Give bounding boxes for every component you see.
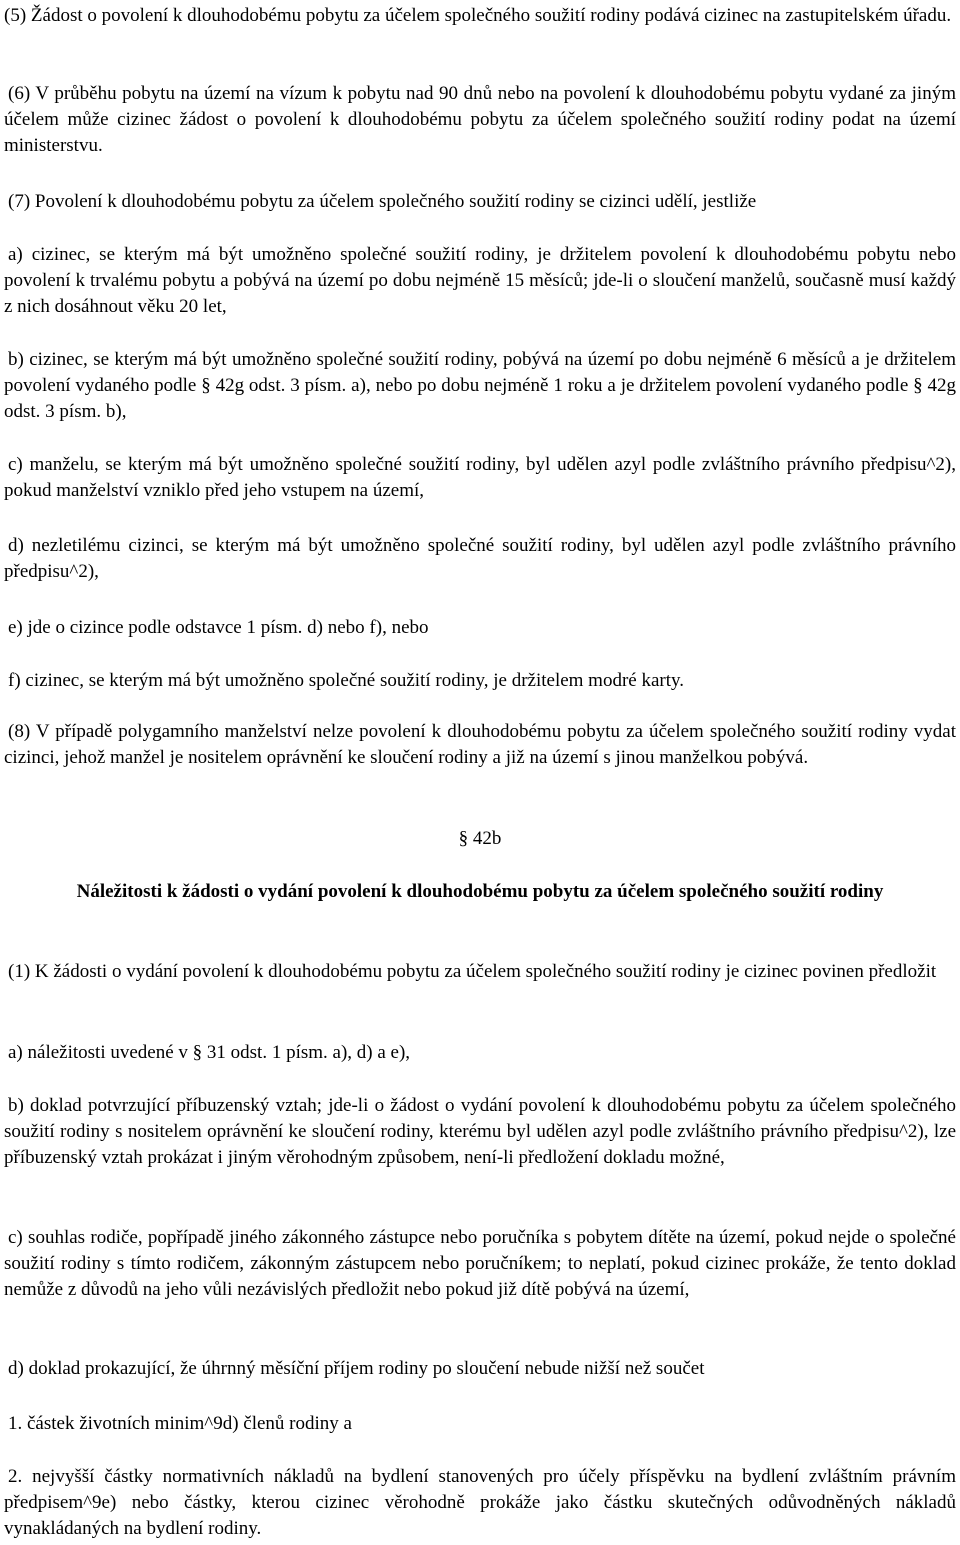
section-number: § 42b [458, 828, 502, 849]
paragraph-7-item-d: d) nezletilému cizinci, se kterým má být umožněno společné soužití rodiny, byl udělen azyl podle zvláštního právního předpisu^2), [4, 535, 956, 582]
paragraph-8: (8) V případě polygamního manželství nelze povolení k dlouhodobému pobytu za účelem společného soužití rodiny vydat cizinci, jehož manžel je nositelem oprávnění ke sloučení rodiny a již na území s jinou manželkou pobývá. [4, 721, 956, 768]
section-paragraph-1: (1) K žádosti o vydání povolení k dlouhodobému pobytu za účelem společného soužití rodiny je cizinec povinen předložit [8, 961, 937, 982]
paragraph-7-item-f: f) cizinec, se kterým má být umožněno společné soužití rodiny, je držitelem modré karty. [8, 670, 685, 691]
paragraph-5: (5) Žádost o povolení k dlouhodobému pobytu za účelem společného soužití rodiny podává cizinec na zastupitelském úřadu. [4, 5, 952, 26]
paragraph-7: (7) Povolení k dlouhodobému pobytu za účelem společného soužití rodiny se cizinci udělí, jestliže [8, 191, 757, 212]
section-paragraph-1-item-d-point-2: 2. nejvyšší částky normativních nákladů na bydlení stanovených pro účely příspěvku na bydlení zvláštním právním předpisem^9e) nebo částky, kterou cizinec věrohodně prokáže jako částku skutečných odůvodněných nákladů vynakládaných na bydlení rodiny. [4, 1466, 956, 1539]
paragraph-7-item-b: b) cizinec, se kterým má být umožněno společné soužití rodiny, pobývá na území po dobu nejméně 6 měsíců a je držitelem povolení vydaného podle § 42g odst. 3 písm. a), nebo po dobu nejméně 1 roku a je držitelem povolení vydaného podle § 42g odst. 3 písm. b), [4, 349, 956, 422]
section-paragraph-1-item-b: b) doklad potvrzující příbuzenský vztah; jde-li o žádost o vydání povolení k dlouhodobému pobytu za účelem společného soužití rodiny s nositelem oprávnění ke sloučení rodiny, kterému byl udělen azyl podle zvláštního právního předpisu^2), lze příbuzenský vztah prokázat i jiným věrohodným způsobem, není-li předložení dokladu možné, [4, 1095, 956, 1168]
paragraph-6: (6) V průběhu pobytu na území na vízum k pobytu nad 90 dnů nebo na povolení k dlouhodobému pobytu vydané za jiným účelem může cizinec žádost o povolení k dlouhodobému pobytu za účelem společného soužití rodiny podat na území ministerstvu. [4, 83, 956, 156]
paragraph-7-item-e: e) jde o cizince podle odstavce 1 písm. d) nebo f), nebo [8, 617, 429, 638]
section-paragraph-1-item-d-point-1: 1. částek životních minim^9d) členů rodiny a [8, 1413, 352, 1434]
section-title: Náležitosti k žádosti o vydání povolení k dlouhodobému pobytu za účelem společného soužití rodiny [76, 881, 884, 902]
section-paragraph-1-item-c: c) souhlas rodiče, popřípadě jiného zákonného zástupce nebo poručníka s pobytem dítěte na území, pokud nejde o společné soužití rodiny s tímto rodičem, zákonným zástupcem nebo poručníkem; to neplatí, pokud cizinec prokáže, že tento doklad nemůže z důvodů na jeho vůli nezávislých předložit nebo pokud již dítě pobývá na území, [4, 1227, 956, 1300]
paragraph-7-item-c: c) manželu, se kterým má být umožněno společné soužití rodiny, byl udělen azyl podle zvláštního právního předpisu^2), pokud manželství vzniklo před jeho vstupem na území, [4, 454, 956, 501]
section-paragraph-1-item-d: d) doklad prokazující, že úhrnný měsíční příjem rodiny po sloučení nebude nižší než součet [8, 1358, 705, 1379]
paragraph-7-item-a: a) cizinec, se kterým má být umožněno společné soužití rodiny, je držitelem povolení k dlouhodobému pobytu nebo povolení k trvalému pobytu a pobývá na území po dobu nejméně 15 měsíců; jde-li o sloučení manželů, současně musí každý z nich dosáhnout věku 20 let, [4, 244, 956, 317]
section-paragraph-1-item-a: a) náležitosti uvedené v § 31 odst. 1 písm. a), d) a e), [8, 1042, 411, 1063]
